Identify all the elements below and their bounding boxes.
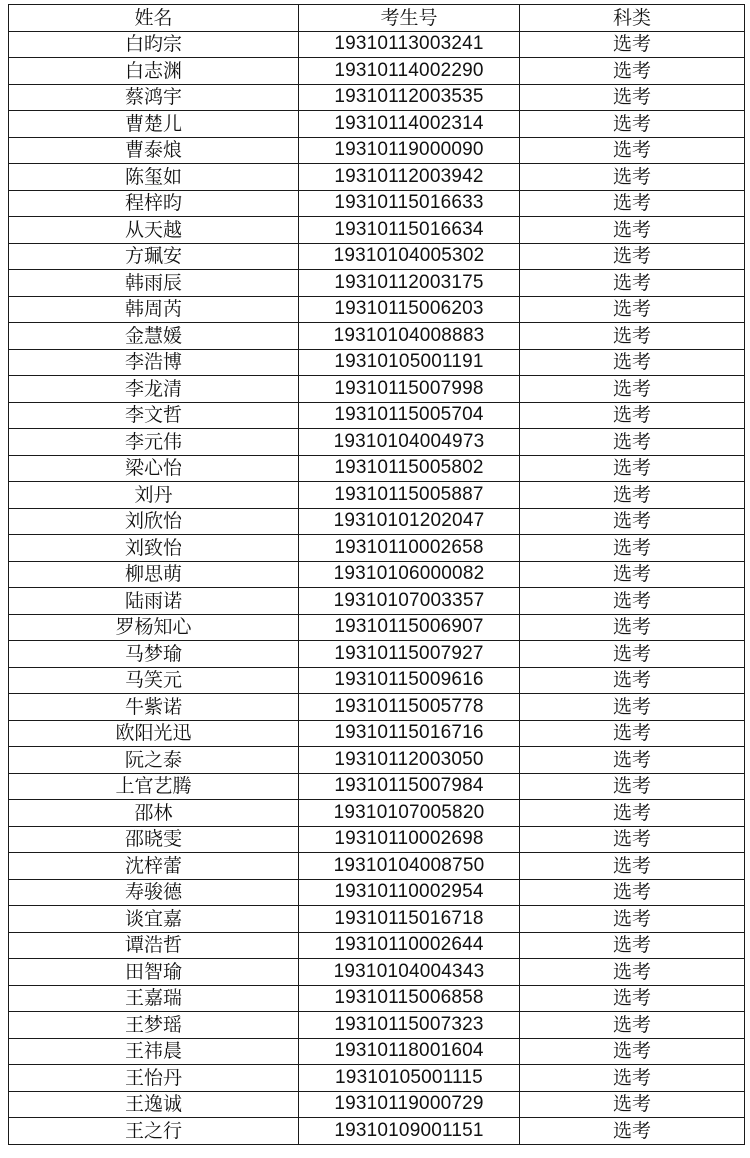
exam-number-cell: 19310115005802 xyxy=(299,455,520,482)
table-row xyxy=(9,84,745,111)
name-cell: 柳思萌 xyxy=(9,561,299,588)
table-row xyxy=(9,667,745,694)
name-cell: 曹楚儿 xyxy=(9,111,299,138)
category-cell: 选考 xyxy=(520,84,745,111)
name-cell: 韩雨辰 xyxy=(9,270,299,297)
exam-number-cell: 19310115016634 xyxy=(299,217,520,244)
table-row xyxy=(9,561,745,588)
name-cell: 陈玺如 xyxy=(9,164,299,191)
name-cell: 方珮安 xyxy=(9,243,299,270)
table-row xyxy=(9,853,745,880)
category-cell: 选考 xyxy=(520,455,745,482)
exam-number-cell: 19310115005778 xyxy=(299,694,520,721)
category-cell: 选考 xyxy=(520,58,745,85)
category-cell: 选考 xyxy=(520,879,745,906)
student-table xyxy=(8,4,745,1145)
table-row xyxy=(9,1012,745,1039)
exam-number-cell: 19310115006203 xyxy=(299,296,520,323)
name-cell: 沈梓蕾 xyxy=(9,853,299,880)
category-cell: 选考 xyxy=(520,111,745,138)
category-cell: 选考 xyxy=(520,561,745,588)
exam-number-cell: 19310104005302 xyxy=(299,243,520,270)
exam-number-cell: 19310106000082 xyxy=(299,561,520,588)
category-cell: 选考 xyxy=(520,1038,745,1065)
exam-number-cell: 19310110002698 xyxy=(299,826,520,853)
category-cell: 选考 xyxy=(520,270,745,297)
exam-number-cell: 19310113003241 xyxy=(299,31,520,58)
exam-number-cell: 19310115007998 xyxy=(299,376,520,403)
category-cell: 选考 xyxy=(520,1118,745,1145)
name-cell: 田智瑜 xyxy=(9,959,299,986)
category-cell: 选考 xyxy=(520,402,745,429)
table-row xyxy=(9,1118,745,1145)
table-row xyxy=(9,1038,745,1065)
name-cell: 邵晓雯 xyxy=(9,826,299,853)
table-row xyxy=(9,535,745,562)
exam-number-cell: 19310112003050 xyxy=(299,747,520,774)
name-cell: 王逸诚 xyxy=(9,1091,299,1118)
category-cell: 选考 xyxy=(520,667,745,694)
name-cell: 谈宜嘉 xyxy=(9,906,299,933)
table-row xyxy=(9,747,745,774)
table-row xyxy=(9,1065,745,1092)
exam-number-cell: 19310115016716 xyxy=(299,720,520,747)
table-row xyxy=(9,243,745,270)
exam-number-cell: 19310107003357 xyxy=(299,588,520,615)
table-row xyxy=(9,800,745,827)
table-row xyxy=(9,932,745,959)
name-cell: 罗杨知心 xyxy=(9,614,299,641)
table-row xyxy=(9,879,745,906)
name-cell: 上官艺腾 xyxy=(9,773,299,800)
column-header-category: 科类 xyxy=(520,5,745,32)
category-cell: 选考 xyxy=(520,190,745,217)
name-cell: 谭浩哲 xyxy=(9,932,299,959)
name-cell: 李文哲 xyxy=(9,402,299,429)
name-cell: 蔡鸿宇 xyxy=(9,84,299,111)
name-cell: 刘致怡 xyxy=(9,535,299,562)
table-row xyxy=(9,217,745,244)
table-row xyxy=(9,402,745,429)
name-cell: 曹泰烺 xyxy=(9,137,299,164)
exam-number-cell: 19310104004973 xyxy=(299,429,520,456)
table-row xyxy=(9,826,745,853)
exam-number-cell: 19310115016718 xyxy=(299,906,520,933)
name-cell: 李元伟 xyxy=(9,429,299,456)
table-row xyxy=(9,1091,745,1118)
category-cell: 选考 xyxy=(520,720,745,747)
table-row xyxy=(9,455,745,482)
exam-number-cell: 19310114002290 xyxy=(299,58,520,85)
category-cell: 选考 xyxy=(520,853,745,880)
category-cell: 选考 xyxy=(520,349,745,376)
category-cell: 选考 xyxy=(520,482,745,509)
name-cell: 刘丹 xyxy=(9,482,299,509)
name-cell: 金慧媛 xyxy=(9,323,299,350)
table-row xyxy=(9,985,745,1012)
category-cell: 选考 xyxy=(520,985,745,1012)
name-cell: 从天越 xyxy=(9,217,299,244)
name-cell: 马梦瑜 xyxy=(9,641,299,668)
table-row xyxy=(9,508,745,535)
exam-number-cell: 19310110002658 xyxy=(299,535,520,562)
name-cell: 王怡丹 xyxy=(9,1065,299,1092)
category-cell: 选考 xyxy=(520,323,745,350)
exam-number-cell: 19310112003175 xyxy=(299,270,520,297)
exam-number-cell: 19310110002644 xyxy=(299,932,520,959)
exam-number-cell: 19310115005887 xyxy=(299,482,520,509)
name-cell: 梁心怡 xyxy=(9,455,299,482)
category-cell: 选考 xyxy=(520,906,745,933)
category-cell: 选考 xyxy=(520,800,745,827)
table-row xyxy=(9,323,745,350)
name-cell: 韩周芮 xyxy=(9,296,299,323)
header-row xyxy=(9,5,745,32)
category-cell: 选考 xyxy=(520,1065,745,1092)
category-cell: 选考 xyxy=(520,826,745,853)
exam-number-cell: 19310115006858 xyxy=(299,985,520,1012)
table-row xyxy=(9,641,745,668)
table-row xyxy=(9,906,745,933)
exam-number-cell: 19310104008750 xyxy=(299,853,520,880)
column-header-name: 姓名 xyxy=(9,5,299,32)
exam-number-cell: 19310104004343 xyxy=(299,959,520,986)
category-cell: 选考 xyxy=(520,932,745,959)
exam-number-cell: 19310115006907 xyxy=(299,614,520,641)
name-cell: 寿骏德 xyxy=(9,879,299,906)
name-cell: 马笑元 xyxy=(9,667,299,694)
category-cell: 选考 xyxy=(520,137,745,164)
name-cell: 邵林 xyxy=(9,800,299,827)
category-cell: 选考 xyxy=(520,588,745,615)
category-cell: 选考 xyxy=(520,535,745,562)
category-cell: 选考 xyxy=(520,429,745,456)
exam-number-cell: 19310105001115 xyxy=(299,1065,520,1092)
category-cell: 选考 xyxy=(520,959,745,986)
column-header-exam-number: 考生号 xyxy=(299,5,520,32)
exam-number-cell: 19310115007984 xyxy=(299,773,520,800)
name-cell: 欧阳光迅 xyxy=(9,720,299,747)
name-cell: 李浩博 xyxy=(9,349,299,376)
category-cell: 选考 xyxy=(520,773,745,800)
table-row xyxy=(9,614,745,641)
exam-number-cell: 19310115007323 xyxy=(299,1012,520,1039)
exam-number-cell: 19310104008883 xyxy=(299,323,520,350)
exam-number-cell: 19310115007927 xyxy=(299,641,520,668)
exam-number-cell: 19310115005704 xyxy=(299,402,520,429)
category-cell: 选考 xyxy=(520,164,745,191)
table-row xyxy=(9,164,745,191)
category-cell: 选考 xyxy=(520,217,745,244)
table-row xyxy=(9,959,745,986)
name-cell: 白昀宗 xyxy=(9,31,299,58)
category-cell: 选考 xyxy=(520,694,745,721)
table-row xyxy=(9,58,745,85)
category-cell: 选考 xyxy=(520,614,745,641)
exam-number-cell: 19310118001604 xyxy=(299,1038,520,1065)
category-cell: 选考 xyxy=(520,1091,745,1118)
category-cell: 选考 xyxy=(520,243,745,270)
category-cell: 选考 xyxy=(520,641,745,668)
table-row xyxy=(9,588,745,615)
name-cell: 王之行 xyxy=(9,1118,299,1145)
category-cell: 选考 xyxy=(520,747,745,774)
exam-number-cell: 19310112003535 xyxy=(299,84,520,111)
exam-number-cell: 19310119000729 xyxy=(299,1091,520,1118)
table-row xyxy=(9,482,745,509)
exam-number-cell: 19310112003942 xyxy=(299,164,520,191)
exam-number-cell: 19310114002314 xyxy=(299,111,520,138)
exam-number-cell: 19310107005820 xyxy=(299,800,520,827)
name-cell: 牛紫诺 xyxy=(9,694,299,721)
table-row xyxy=(9,111,745,138)
table-row xyxy=(9,270,745,297)
name-cell: 王祎晨 xyxy=(9,1038,299,1065)
name-cell: 程梓昀 xyxy=(9,190,299,217)
category-cell: 选考 xyxy=(520,31,745,58)
name-cell: 陆雨诺 xyxy=(9,588,299,615)
name-cell: 王梦瑶 xyxy=(9,1012,299,1039)
name-cell: 白志渊 xyxy=(9,58,299,85)
category-cell: 选考 xyxy=(520,376,745,403)
table-row xyxy=(9,349,745,376)
name-cell: 刘欣怡 xyxy=(9,508,299,535)
name-cell: 李龙清 xyxy=(9,376,299,403)
table-row xyxy=(9,773,745,800)
exam-number-cell: 19310109001151 xyxy=(299,1118,520,1145)
table-row xyxy=(9,296,745,323)
table-row xyxy=(9,694,745,721)
exam-number-cell: 19310119000090 xyxy=(299,137,520,164)
category-cell: 选考 xyxy=(520,1012,745,1039)
category-cell: 选考 xyxy=(520,508,745,535)
table-row xyxy=(9,376,745,403)
table-row xyxy=(9,190,745,217)
exam-number-cell: 19310115009616 xyxy=(299,667,520,694)
exam-number-cell: 19310101202047 xyxy=(299,508,520,535)
table-row xyxy=(9,137,745,164)
exam-number-cell: 19310105001191 xyxy=(299,349,520,376)
category-cell: 选考 xyxy=(520,296,745,323)
table-row xyxy=(9,429,745,456)
exam-number-cell: 19310110002954 xyxy=(299,879,520,906)
table-row xyxy=(9,720,745,747)
name-cell: 阮之泰 xyxy=(9,747,299,774)
exam-number-cell: 19310115016633 xyxy=(299,190,520,217)
table-row xyxy=(9,31,745,58)
name-cell: 王嘉瑞 xyxy=(9,985,299,1012)
table-body xyxy=(9,31,745,1144)
